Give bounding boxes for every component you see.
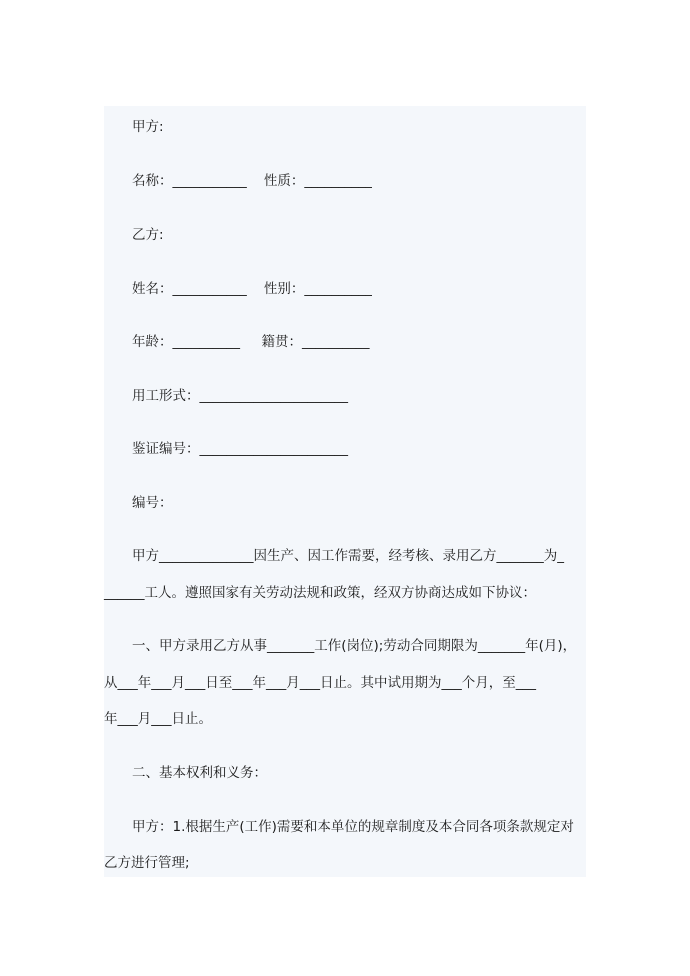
clause-one-line-3: 年___月___日止。	[104, 711, 212, 727]
party-a-duties-line-2: 乙方进行管理;	[104, 855, 190, 871]
certification-number-line: 鉴证编号：______________________	[132, 441, 348, 457]
document-page	[104, 106, 586, 877]
clause-two-heading: 二、基本权利和义务：	[132, 765, 267, 781]
party-a-heading: 甲方:	[132, 119, 164, 135]
party-b-name-gender-line: 姓名：___________ 性别：__________	[132, 281, 372, 297]
intro-paragraph-line-2: ______工人。遵照国家有关劳动法规和政策，经双方协商达成如下协议：	[104, 585, 536, 601]
serial-number-line: 编号：	[132, 495, 173, 511]
party-b-heading: 乙方:	[132, 227, 164, 243]
party-a-name-nature-line: 名称：___________ 性质：__________	[132, 173, 372, 189]
clause-one-line-2: 从___年___月___日至___年___月___日止。其中试用期为___个月，至___	[104, 675, 536, 691]
clause-one-line-1: 一、甲方录用乙方从事_______工作(岗位);劳动合同期限为_______年(月)，	[132, 638, 577, 654]
employment-form-line: 用工形式：______________________	[132, 388, 348, 404]
intro-paragraph-line-1: 甲方______________因生产、因工作需要，经考核、录用乙方_______为_	[132, 548, 564, 564]
party-a-duties-line-1: 甲方：1.根据生产(工作)需要和本单位的规章制度及本合同各项条款规定对	[132, 819, 574, 835]
party-b-age-origin-line: 年龄：__________ 籍贯：__________	[132, 334, 370, 350]
